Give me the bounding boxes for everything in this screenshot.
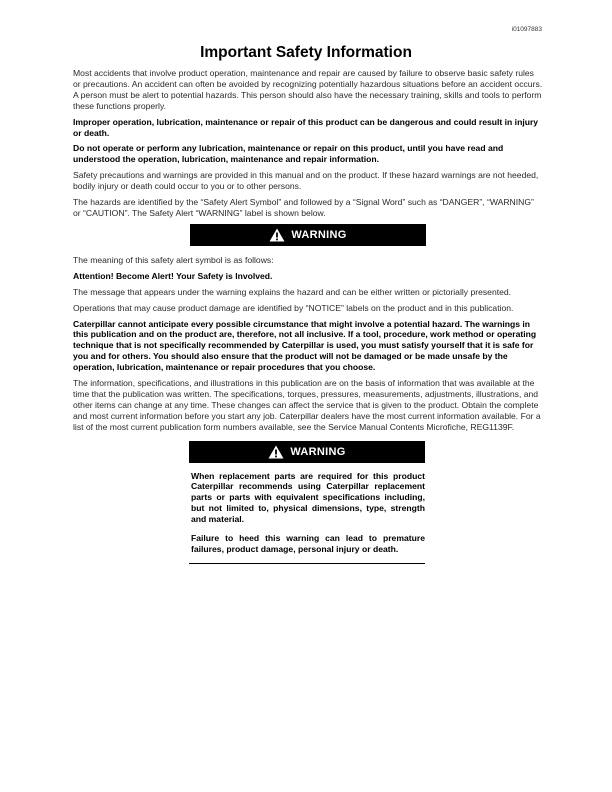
body-content: [73, 68, 543, 564]
paragraph-caterpillar-disclaimer: Caterpillar cannot anticipate every possible circumstance that might involve a potential hazard. The warnings in this publication and on the product are, therefore, not all inclusive. If a tool, procedure, work method or operating technique that is not specifically recommended by Caterpillar is used, you must satisfy yourself that it is safe for you and for others. You should also ensure that the product will not be damaged or be made unsafe by the operation, lubrication, maintenance or repair procedures that you choose.: [73, 318, 537, 373]
paragraph-do-not-operate: Do not operate or perform any lubrication, maintenance or repair on this product, until you have read and understood the operation, lubrication, maintenance and repair information.: [73, 143, 504, 165]
paragraph-hazard-identification: The hazards are identified by the “Safety Alert Symbol” and followed by a “Signal Word” such as “DANGER”, “WARNING” or “CAUTION”. The Safety Alert “WARNING” label is shown below.: [73, 197, 534, 218]
paragraph-attention: Attention! Become Alert! Your Safety is Involved.: [73, 270, 273, 281]
paragraph-precautions: Safety precautions and warnings are provided in this manual and on the product. If these hazard warnings are not heeded, bodily injury or death could occur to you or to other persons.: [73, 170, 539, 192]
warning-label-banner: [190, 224, 426, 246]
paragraph-message-explanation: The message that appears under the warning explains the hazard and can be either written or pictorially presented.: [73, 286, 512, 297]
paragraph-danger-statement: Improper operation, lubrication, maintenance or repair of this product can be dangerous and could result in injury or death.: [73, 116, 539, 138]
warning-box-text-failure: Failure to heed this warning can lead to premature failures, product damage, personal injury or death.: [191, 533, 425, 554]
warning-label-text: WARNING: [291, 228, 347, 241]
warning-box-label: WARNING: [290, 445, 346, 458]
paragraph-specifications: The information, specifications, and illustrations in this publication are on the basis of information that was available at the time that the publication was written. The specifications, torques, pressures, measurements, adjustments, illustrations, and other items can change at any time. These changes can affect the service that is given to the product. Obtain the complete and most current information before you start any job. Caterpillar dealers have the most current information available. For a list of the most current publication form numbers available, see the Service Manual Contents Microfiche, REG1139F.: [73, 378, 541, 432]
warning-box-banner: [189, 441, 425, 463]
paragraph-intro: Most accidents that involve product operation, maintenance and repair are caused by failure to observe basic safety rules or precautions. An accident can often be avoided by recognizing potentially hazardous situations before an accident occurs. A person must be alert to potential hazards. This person should also have the necessary training, skills and tools to perform these functions properly.: [73, 68, 543, 111]
replacement-parts-warning-box: [189, 441, 425, 564]
document-id: i01097883: [511, 26, 542, 33]
warning-box-text-replacement: When replacement parts are required for this product Caterpillar recommends using Caterpillar replacement parts or parts with equivalent specifications including, but not limited to, physical dimensions, type, strength and material.: [191, 470, 425, 525]
paragraph-notice-labels: Operations that may cause product damage are identified by “NOTICE” labels on the product and in this publication.: [73, 302, 514, 313]
page-title: Important Safety Information: [200, 44, 412, 61]
warning-triangle-icon: [268, 445, 284, 459]
warning-triangle-icon: [269, 228, 285, 242]
paragraph-symbol-meaning: The meaning of this safety alert symbol is as follows:: [73, 254, 274, 265]
